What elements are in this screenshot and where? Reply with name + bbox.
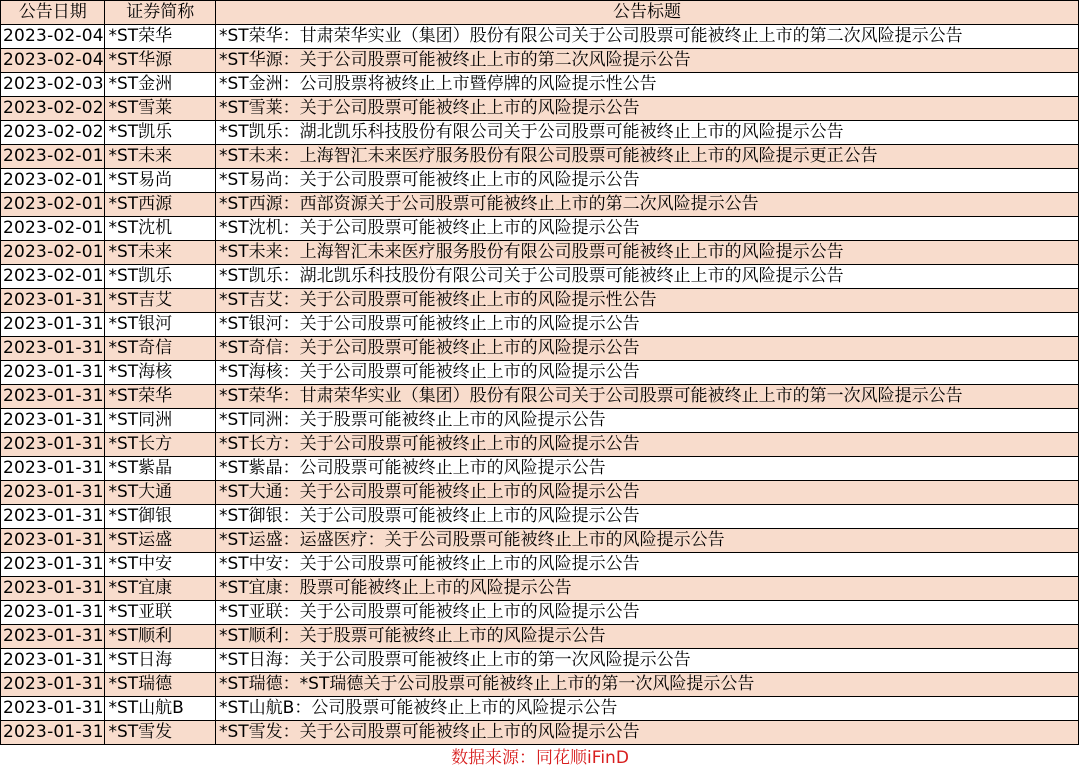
table-row — [1, 361, 1079, 385]
cell-date: 2023-01-31 — [1, 337, 105, 361]
table-row — [1, 529, 1079, 553]
cell-title: *ST吉艾：关于公司股票可能被终止上市的风险提示性公告 — [215, 289, 1078, 313]
cell-security-name: *ST运盛 — [105, 529, 216, 553]
cell-title: *ST宜康：股票可能被终止上市的风险提示公告 — [215, 577, 1078, 601]
header-security-name: 证券简称 — [105, 1, 216, 25]
table-row — [1, 337, 1079, 361]
table-row — [1, 97, 1079, 121]
table-row — [1, 553, 1079, 577]
cell-date: 2023-02-01 — [1, 193, 105, 217]
cell-security-name: *ST宜康 — [105, 577, 216, 601]
cell-date: 2023-01-31 — [1, 697, 105, 721]
cell-date: 2023-02-01 — [1, 241, 105, 265]
cell-date: 2023-01-31 — [1, 529, 105, 553]
cell-title: *ST易尚：关于公司股票可能被终止上市的风险提示公告 — [215, 169, 1078, 193]
table-row — [1, 73, 1079, 97]
table-row — [1, 433, 1079, 457]
cell-date: 2023-01-31 — [1, 673, 105, 697]
cell-security-name: *ST海核 — [105, 361, 216, 385]
cell-title: *ST亚联：关于公司股票可能被终止上市的风险提示公告 — [215, 601, 1078, 625]
cell-title: *ST未来：上海智汇未来医疗服务股份有限公司股票可能被终止上市的风险提示更正公告 — [215, 145, 1078, 169]
cell-date: 2023-01-31 — [1, 385, 105, 409]
table-row — [1, 673, 1079, 697]
cell-security-name: *ST未来 — [105, 145, 216, 169]
cell-security-name: *ST吉艾 — [105, 289, 216, 313]
cell-title: *ST运盛：运盛医疗：关于公司股票可能被终止上市的风险提示公告 — [215, 529, 1078, 553]
cell-security-name: *ST雪发 — [105, 721, 216, 745]
cell-date: 2023-01-31 — [1, 649, 105, 673]
cell-security-name: *ST长方 — [105, 433, 216, 457]
cell-date: 2023-01-31 — [1, 457, 105, 481]
data-source-note: 数据来源：同花顺iFinD — [451, 748, 629, 768]
cell-security-name: *ST未来 — [105, 241, 216, 265]
table-row — [1, 601, 1079, 625]
cell-title: *ST雪莱：关于公司股票可能被终止上市的风险提示公告 — [215, 97, 1078, 121]
cell-security-name: *ST奇信 — [105, 337, 216, 361]
cell-security-name: *ST同洲 — [105, 409, 216, 433]
cell-date: 2023-02-01 — [1, 169, 105, 193]
table-row — [1, 505, 1079, 529]
cell-date: 2023-01-31 — [1, 625, 105, 649]
cell-title: *ST雪发：关于公司股票可能被终止上市的风险提示公告 — [215, 721, 1078, 745]
cell-security-name: *ST沈机 — [105, 217, 216, 241]
cell-date: 2023-02-01 — [1, 217, 105, 241]
header-date: 公告日期 — [1, 1, 105, 25]
cell-security-name: *ST西源 — [105, 193, 216, 217]
cell-title: *ST大通：关于公司股票可能被终止上市的风险提示公告 — [215, 481, 1078, 505]
table-row — [1, 457, 1079, 481]
cell-title: *ST金洲：公司股票将被终止上市暨停牌的风险提示性公告 — [215, 73, 1078, 97]
cell-date: 2023-01-31 — [1, 505, 105, 529]
cell-date: 2023-01-31 — [1, 361, 105, 385]
cell-title: *ST凯乐：湖北凯乐科技股份有限公司关于公司股票可能被终止上市的风险提示公告 — [215, 121, 1078, 145]
cell-date: 2023-01-31 — [1, 601, 105, 625]
table-row — [1, 25, 1079, 49]
cell-title: *ST长方：关于公司股票可能被终止上市的风险提示公告 — [215, 433, 1078, 457]
table-row — [1, 481, 1079, 505]
cell-date: 2023-02-01 — [1, 145, 105, 169]
cell-title: *ST奇信：关于公司股票可能被终止上市的风险提示公告 — [215, 337, 1078, 361]
cell-date: 2023-01-31 — [1, 721, 105, 745]
cell-security-name: *ST顺利 — [105, 625, 216, 649]
cell-date: 2023-01-31 — [1, 409, 105, 433]
cell-security-name: *ST山航B — [105, 697, 216, 721]
cell-date: 2023-02-02 — [1, 121, 105, 145]
cell-date: 2023-02-03 — [1, 73, 105, 97]
cell-title: *ST紫晶：公司股票可能被终止上市的风险提示公告 — [215, 457, 1078, 481]
table-row — [1, 625, 1079, 649]
table-row — [1, 409, 1079, 433]
cell-security-name: *ST荣华 — [105, 385, 216, 409]
cell-title: *ST中安：关于公司股票可能被终止上市的风险提示公告 — [215, 553, 1078, 577]
cell-security-name: *ST易尚 — [105, 169, 216, 193]
cell-security-name: *ST华源 — [105, 49, 216, 73]
cell-title: *ST海核：关于公司股票可能被终止上市的风险提示公告 — [215, 361, 1078, 385]
table-row — [1, 169, 1079, 193]
cell-title: *ST同洲：关于股票可能被终止上市的风险提示公告 — [215, 409, 1078, 433]
cell-title: *ST瑞德：*ST瑞德关于公司股票可能被终止上市的第一次风险提示公告 — [215, 673, 1078, 697]
cell-security-name: *ST瑞德 — [105, 673, 216, 697]
cell-date: 2023-01-31 — [1, 553, 105, 577]
table-row — [1, 217, 1079, 241]
table-row — [1, 193, 1079, 217]
cell-title: *ST华源：关于公司股票可能被终止上市的第二次风险提示公告 — [215, 49, 1078, 73]
cell-security-name: *ST金洲 — [105, 73, 216, 97]
cell-date: 2023-01-31 — [1, 433, 105, 457]
cell-date: 2023-02-02 — [1, 97, 105, 121]
cell-security-name: *ST御银 — [105, 505, 216, 529]
cell-security-name: *ST凯乐 — [105, 265, 216, 289]
table-body — [1, 25, 1079, 745]
cell-date: 2023-01-31 — [1, 577, 105, 601]
table-row — [1, 145, 1079, 169]
table-row — [1, 577, 1079, 601]
table-row — [1, 289, 1079, 313]
cell-date: 2023-01-31 — [1, 289, 105, 313]
header-title: 公告标题 — [215, 1, 1078, 25]
cell-title: *ST沈机：关于公司股票可能被终止上市的风险提示公告 — [215, 217, 1078, 241]
cell-date: 2023-01-31 — [1, 481, 105, 505]
cell-title: *ST荣华：甘肃荣华实业（集团）股份有限公司关于公司股票可能被终止上市的第二次风险提示公告 — [215, 25, 1078, 49]
cell-title: *ST凯乐：湖北凯乐科技股份有限公司关于公司股票可能被终止上市的风险提示公告 — [215, 265, 1078, 289]
cell-security-name: *ST大通 — [105, 481, 216, 505]
cell-title: *ST山航B：公司股票可能被终止上市的风险提示公告 — [215, 697, 1078, 721]
cell-title: *ST荣华：甘肃荣华实业（集团）股份有限公司关于公司股票可能被终止上市的第一次风险提示公告 — [215, 385, 1078, 409]
cell-security-name: *ST凯乐 — [105, 121, 216, 145]
cell-title: *ST顺利：关于股票可能被终止上市的风险提示公告 — [215, 625, 1078, 649]
cell-title: *ST日海：关于公司股票可能被终止上市的第一次风险提示公告 — [215, 649, 1078, 673]
cell-security-name: *ST中安 — [105, 553, 216, 577]
cell-date: 2023-02-01 — [1, 265, 105, 289]
table-row — [1, 49, 1079, 73]
cell-security-name: *ST亚联 — [105, 601, 216, 625]
table-row — [1, 313, 1079, 337]
cell-security-name: *ST雪莱 — [105, 97, 216, 121]
cell-title: *ST西源：西部资源关于公司股票可能被终止上市的第二次风险提示公告 — [215, 193, 1078, 217]
table-row — [1, 385, 1079, 409]
table-header-row — [1, 1, 1079, 25]
table-row — [1, 697, 1079, 721]
table-row — [1, 121, 1079, 145]
table-row — [1, 265, 1079, 289]
cell-title: *ST未来：上海智汇未来医疗服务股份有限公司股票可能被终止上市的风险提示公告 — [215, 241, 1078, 265]
cell-security-name: *ST荣华 — [105, 25, 216, 49]
cell-security-name: *ST银河 — [105, 313, 216, 337]
cell-security-name: *ST日海 — [105, 649, 216, 673]
table-row — [1, 649, 1079, 673]
cell-security-name: *ST紫晶 — [105, 457, 216, 481]
cell-date: 2023-02-04 — [1, 49, 105, 73]
table-row — [1, 721, 1079, 745]
table-row — [1, 241, 1079, 265]
cell-date: 2023-02-04 — [1, 25, 105, 49]
cell-title: *ST御银：关于公司股票可能被终止上市的风险提示公告 — [215, 505, 1078, 529]
cell-title: *ST银河：关于公司股票可能被终止上市的风险提示公告 — [215, 313, 1078, 337]
cell-date: 2023-01-31 — [1, 313, 105, 337]
